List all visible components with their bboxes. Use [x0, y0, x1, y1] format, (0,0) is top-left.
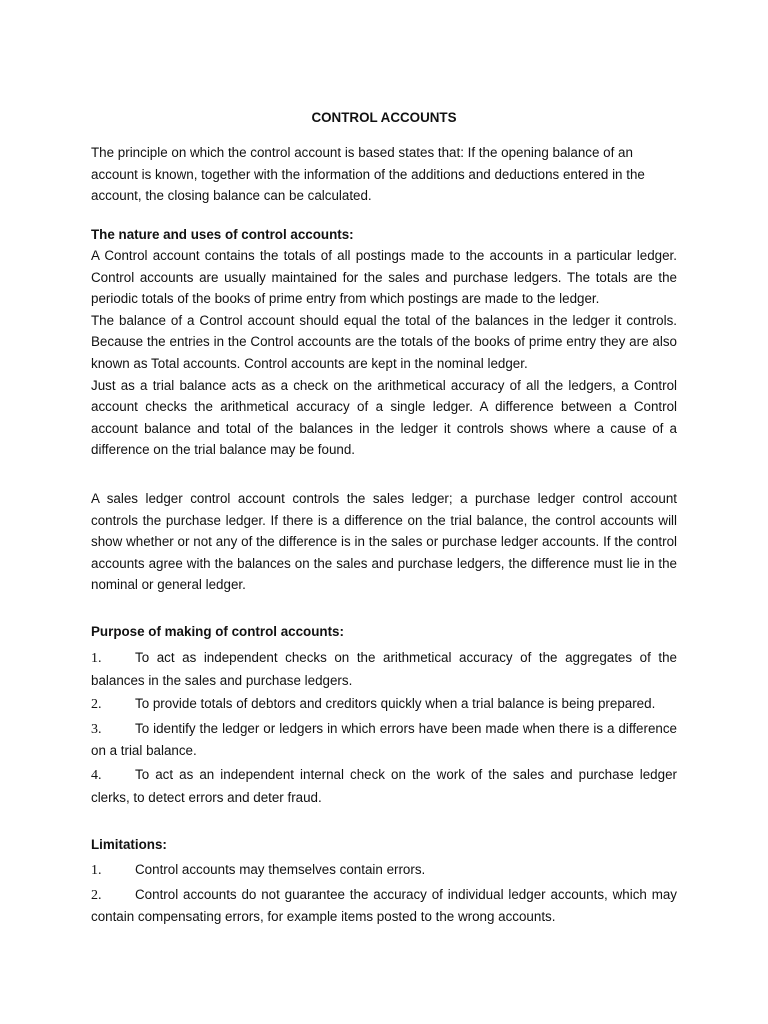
- nature-paragraph: The balance of a Control account should equal the total of the balances in the ledger it controls. Because the entries in the Control accounts are the totals of the books of prime entry they are also known as Total accounts. Control accounts are kept in the nominal ledger.: [91, 312, 677, 371]
- list-item: [91, 718, 677, 762]
- list-item: [91, 647, 677, 691]
- list-text: Control accounts do not guarantee the accuracy of individual ledger accounts, which may contain compensating errors, for example items posted to the wrong accounts.: [91, 886, 677, 925]
- list-text: To act as independent checks on the arithmetical accuracy of the aggregates of the balances in the sales and purchase ledgers.: [91, 650, 677, 688]
- list-item: [91, 764, 677, 808]
- list-number: 3.: [91, 721, 102, 737]
- list-item: [91, 693, 677, 716]
- list-number: 2.: [91, 697, 102, 713]
- sales-purchase-paragraph: A sales ledger control account controls the sales ledger; a purchase ledger control account controls the purchase ledger. If there is a difference on the trial balance, the control accounts will show whether or not any of the difference is in the sales or purchase ledger accounts. If the control accounts agree with the balances on the sales and purchase ledgers, the difference must lie in the nominal or general ledger.: [91, 491, 677, 593]
- list-number: 1.: [91, 863, 102, 878]
- nature-body: [91, 245, 677, 461]
- nature-paragraph: A Control account contains the totals of all postings made to the accounts in a particular ledger. Control accounts are usually maintained for the sales and purchase ledgers. The totals are the periodic totals of the books of prime entry from which postings are made to the ledger.: [91, 248, 677, 307]
- list-text: To act as an independent internal check on the work of the sales and purchase ledger clerks, to detect errors and deter fraud.: [91, 766, 677, 805]
- nature-heading: The nature and uses of control accounts:: [91, 227, 354, 242]
- list-text: To provide totals of debtors and creditors quickly when a trial balance is being prepared.: [135, 696, 656, 712]
- list-text: Control accounts may themselves contain errors.: [135, 862, 426, 877]
- list-item: [91, 859, 677, 882]
- limitations-list: [91, 859, 677, 928]
- page-title: CONTROL ACCOUNTS: [311, 110, 457, 125]
- intro-paragraph: The principle on which the control account is based states that: If the opening balance of an account is known, together with the information of the additions and deductions entered in the account, the closing balance can be calculated.: [91, 145, 645, 204]
- list-text: To identify the ledger or ledgers in which errors have been made when there is a difference on a trial balance.: [91, 720, 677, 759]
- list-item: [91, 884, 677, 928]
- list-number: 4.: [91, 767, 102, 783]
- limitations-heading: Limitations:: [91, 837, 167, 852]
- list-number: 2.: [91, 887, 102, 903]
- list-number: 1.: [91, 651, 102, 666]
- purpose-heading: Purpose of making of control accounts:: [91, 624, 344, 639]
- nature-paragraph: Just as a trial balance acts as a check on the arithmetical accuracy of all the ledgers, a Control account checks the arithmetical accuracy of a single ledger. A difference between a Control account balance and total of the balances in the ledger it controls shows where a cause of a difference on the trial balance may be found.: [91, 377, 677, 458]
- purpose-list: [91, 647, 677, 808]
